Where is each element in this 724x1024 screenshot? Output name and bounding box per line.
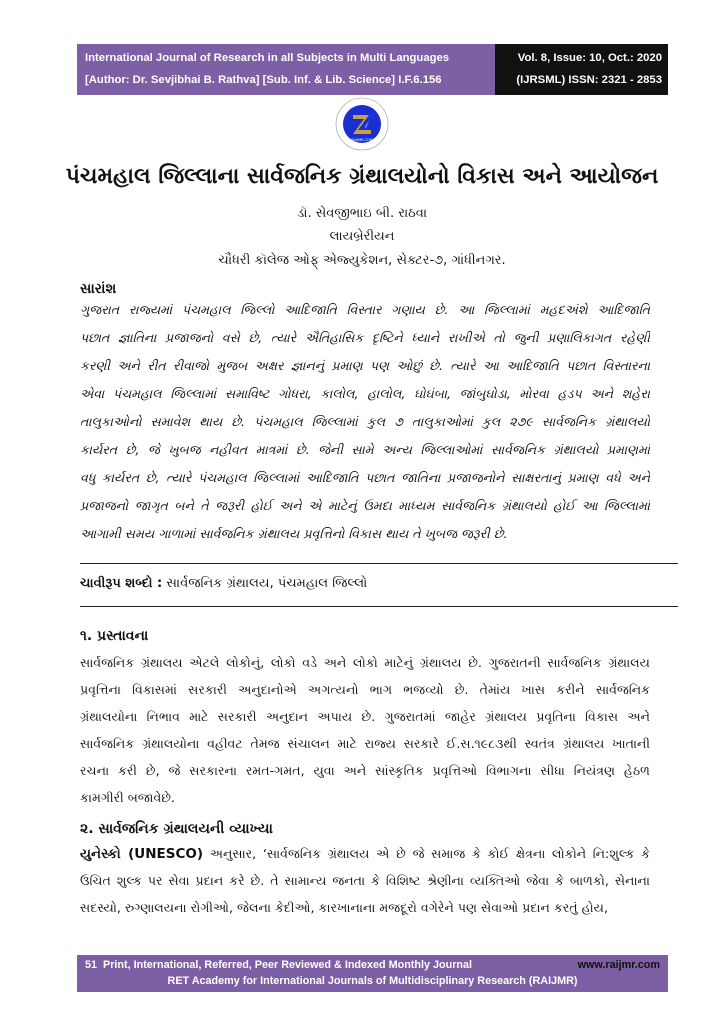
- journal-logo: [335, 97, 389, 151]
- issn-info: (IJRSML) ISSN: 2321 - 2853: [516, 74, 662, 86]
- keywords-value: સાર્વજનિક ગ્રંથાલય, પંચમહાલ જિલ્લો: [162, 576, 368, 591]
- keywords: [80, 576, 367, 591]
- journal-footer: [77, 955, 668, 992]
- abstract-heading: સારાંશ: [80, 281, 117, 297]
- text-line: તાલુકાઓનો સમાવેશ થાય છે. પંચમહાલ જિલ્લામાં કુલ ૭ તાલુકાઓમાં કુલ ૨૭૯ સાર્વજનિક ગ્રંથાલયો: [80, 414, 650, 429]
- text-line: કરણી અને રીત રીવાજો મુજબ અક્ષર જ્ઞાનનું પ્રમાણ પણ ઓછું છે. ત્યારે આ આદિજાતિ પછાત વિસ્તારના: [80, 358, 650, 373]
- footer-line-2: RET Academy for International Journals of Multidisciplinary Research (RAIJMR): [167, 975, 578, 987]
- website-link[interactable]: www.raijmr.com: [577, 959, 660, 971]
- text-line: ગુજરાત રાજ્યમાં પંચમહાલ જિલ્લો આદિજાતિ વિસ્તાર ગણાય છે. આ જિલ્લામાં મહદઅંશે આદિજાતિ: [80, 302, 650, 317]
- text-line: ગ્રંથાલયોના નિભાવ માટે સરકારી અનુદાન અપાય છે. ગુજરાતમાં જાહેર ગ્રંથાલય પ્રવૃતિના વિકાસ અને: [80, 709, 650, 724]
- header-left: [77, 44, 495, 95]
- author-info: [Author: Dr. Sevjibhai B. Rathva] [Sub. Inf. & Lib. Science] I.F.6.156: [85, 74, 442, 86]
- section-1-body: [80, 649, 650, 811]
- logo-text: RAIJMR.COM: [351, 138, 373, 142]
- text-line: વધુ કાર્યરત છે, ત્યારે પંચમહાલ જિલ્લામાં આદિજાતિ પછાત જાતિના પ્રજાજનોને સાક્ષરતાનું પ્રમાણ વધે અને: [80, 470, 650, 485]
- text-line: સદસ્યો, રુગ્ણાલયના રોગીઓ, જેલના કેદીઓ, કારખાનાના મજદૂરો વગેરેને પણ સેવાઓ પ્રદાન કરતું હોય,: [80, 900, 609, 915]
- text-line: રચના કરી છે, જે સરકારના રમત-ગમત, યુવા અને સાંસ્કૃતિક પ્રવૃત્તિઓ વિભાગના સીધા નિયંત્રણ હેઠળ: [80, 763, 650, 778]
- text-line: પ્રજાજનો જાગૃત બને તે જરૂરી હોઈ અને એ માટેનું ઉમદા માધ્યમ સાર્વજનિક ગ્રંથાલયો હોઈ આ જિલ્લામાં: [80, 498, 650, 513]
- text-line: પછાત જ્ઞાતિના પ્રજાજનો વસે છે, ત્યારે ઐતિહાસિક દૃષ્ટિને ધ્યાને રાખીએ તો જુની પ્રણાલિકાગત રહેણી: [80, 330, 650, 345]
- text-line: સાર્વજનિક ગ્રંથાલય એટલે લોકોનું, લોકો વડે અને લોકો માટેનું ગ્રંથાલય છે. ગુજરાતની સાર્વજનિક ગ્રંથાલય: [80, 655, 650, 670]
- section-2-heading: ૨. સાર્વજનિક ગ્રંથાલયની વ્યાખ્યા: [80, 821, 273, 837]
- text-line: એવા પંચમહાલ જિલ્લામાં સમાવિષ્ટ ગોધરા, કાલોલ, હાલોલ, ઘોઘંબા, જાંબુઘોડા, મોરવા હડપ અને શહેરા: [80, 386, 650, 401]
- text-line: પ્રવૃત્તિના વિકાસમાં સરકારી અનુદાનોએ અગત્યનો ભાગ ભજવ્યો છે. તેમાંય ખાસ કરીને સાર્વજનિક: [80, 682, 650, 697]
- journal-name: International Journal of Research in all Subjects in Multi Languages: [85, 52, 450, 64]
- text-line: આગામી સમય ગાળામાં સાર્વજનિક ગ્રંથાલય પ્રવૃત્તિનો વિકાસ થાય તે ખુબજ જરૂરી છે.: [80, 526, 508, 541]
- section-1-heading: ૧. પ્રસ્તાવના: [80, 628, 149, 644]
- article-title: પંચમહાલ જિલ્લાના સાર્વજનિક ગ્રંથાલયોનો વિકાસ અને આયોજન: [65, 164, 659, 189]
- journal-header: [77, 44, 668, 95]
- divider: [80, 606, 678, 607]
- abstract-body: [80, 296, 650, 548]
- page-number: 51: [85, 959, 98, 971]
- text-line: સાર્વજનિક ગ્રંથાલયોના વહીવટ તેમજ સંચાલન માટે રાજ્ય સરકારે ઈ.સ.૧૯૮૩થી સ્વતંત્ર ગ્રંથાલય ખાતાની: [80, 736, 650, 751]
- header-right: [495, 44, 668, 95]
- text-line-rest: અનુસાર, ‘સાર્વજનિક ગ્રંથાલય એ છે જે સમાજ કે કોઈ ક્ષેત્રના લોકોને નિ:શુલ્ક કે: [203, 846, 650, 861]
- lead-term: યુનેસ્કો (UNESCO): [80, 846, 204, 862]
- volume-info: Vol. 8, Issue: 10, Oct.: 2020: [517, 52, 662, 64]
- text-line: [80, 840, 650, 867]
- section-2-body: [80, 840, 650, 921]
- footer-line-1: Print, International, Referred, Peer Reviewed & Indexed Monthly Journal: [103, 959, 472, 971]
- text-line: કાર્યરત છે, જે ખુબજ નહીવત માત્રમાં છે. જેની સામે અન્ય જિલ્લાઓમાં સાર્વજનિક ગ્રંથાલયો પ્રમાણમાં: [80, 442, 650, 457]
- text-line: ઉચિત શુલ્ક પર સેવા પ્રદાન કરે છે. તે સામાન્ય જનતા કે વિશિષ્ટ શ્રેણીના વ્યક્તિઓ જેવા કે બાળકો, સેનાના: [80, 873, 650, 888]
- divider: [80, 563, 678, 564]
- keywords-label: ચાવીરૂપ શબ્દો :: [80, 576, 163, 591]
- text-line: કામગીરી બજાવેછે.: [80, 790, 176, 805]
- author-affiliation: ચૌધરી કૉલેજ ઓફ્ એજ્યુકેશન, સેક્ટર-૭, ગાંધીનગર.: [218, 253, 506, 268]
- author-role: લાયબ્રેરીયન: [329, 229, 395, 244]
- author-name: ડૉ. સેવજીભાઇ બી. રાઠવા: [296, 206, 428, 221]
